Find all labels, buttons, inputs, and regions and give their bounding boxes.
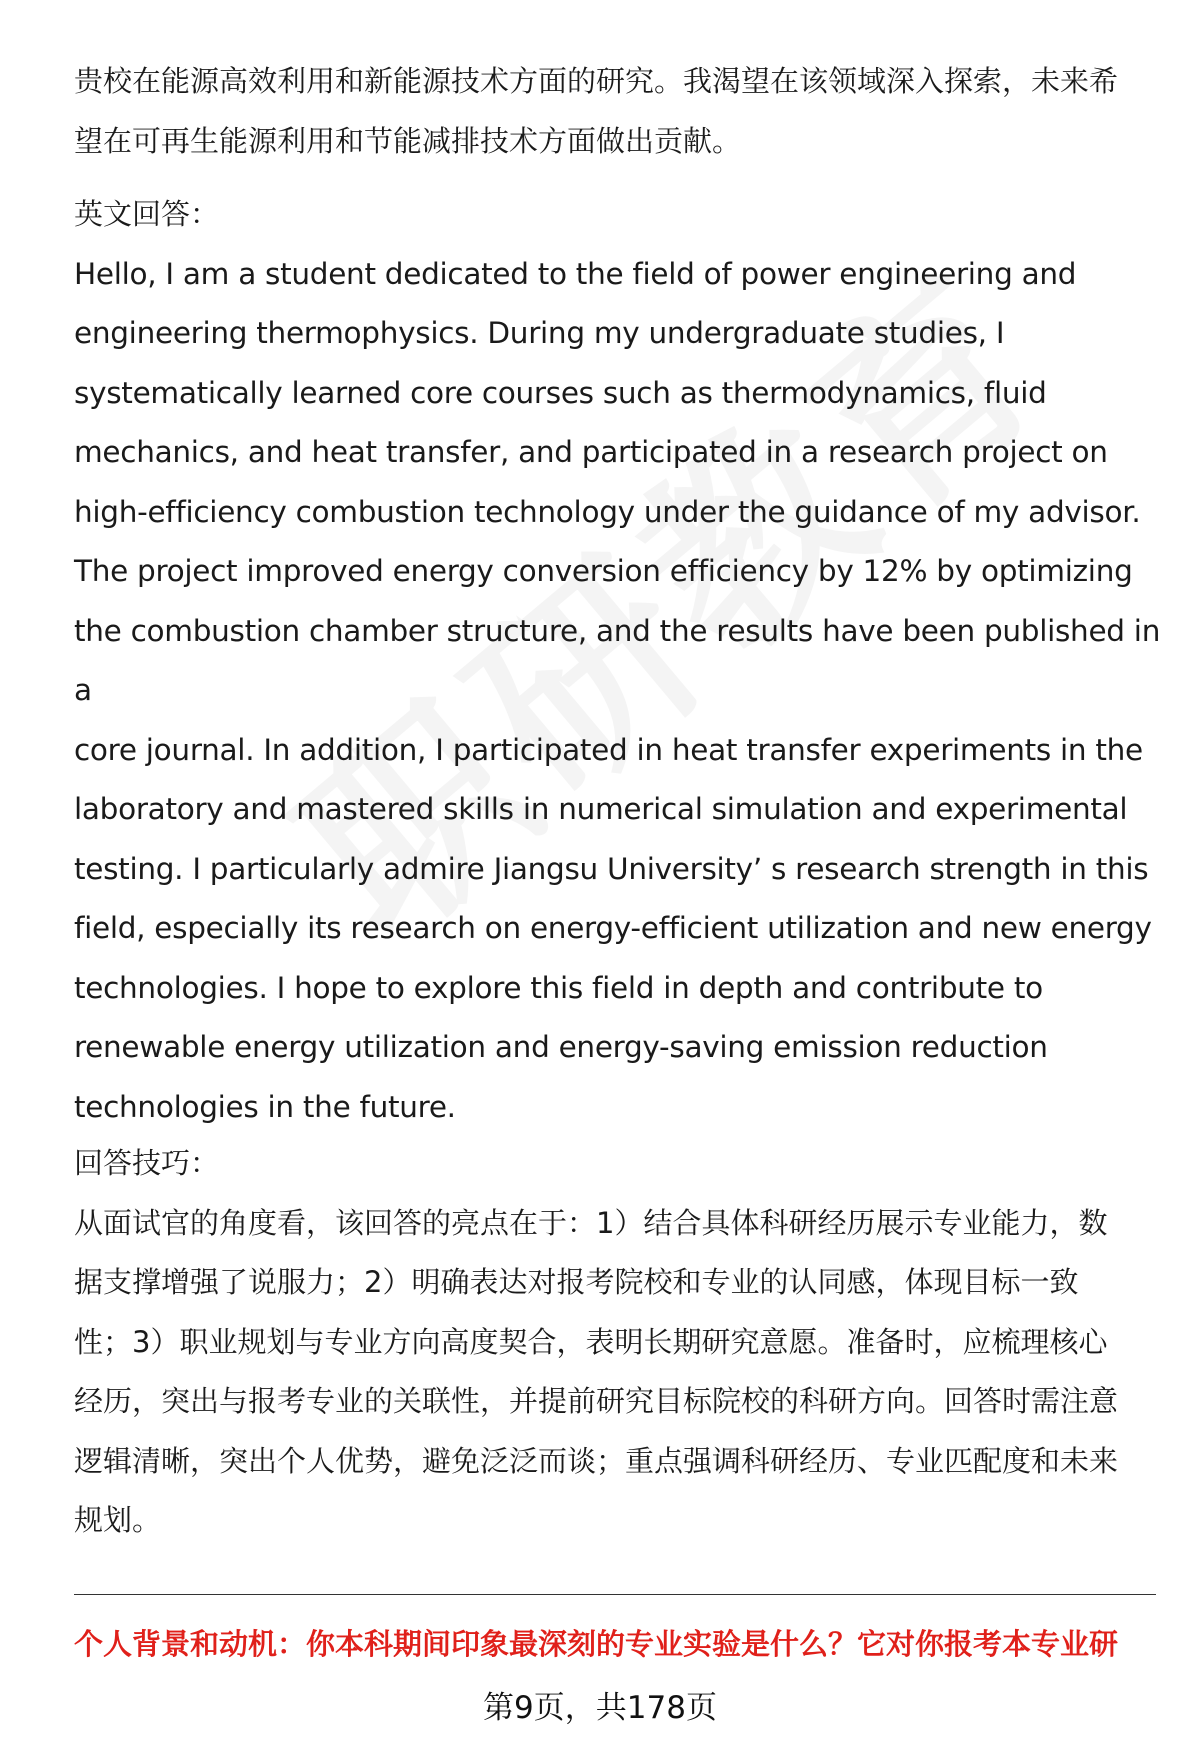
tips-line: 从面试官的角度看，该回答的亮点在于：1）结合具体科研经历展示专业能力，数 bbox=[74, 1205, 1108, 1240]
tips-line: 经历，突出与报考专业的关联性，并提前研究目标院校的科研方向。回答时需注意 bbox=[74, 1384, 1119, 1418]
page-number: 第9页，共178页 bbox=[483, 1690, 717, 1726]
paragraph-line: 望在可再生能源利用和节能减排技术方面做出贡献。 bbox=[74, 123, 742, 158]
english-line: core journal. In addition, I participated in heat transfer experiments in the bbox=[74, 732, 1143, 767]
answer-tips-label: 回答技巧： bbox=[74, 1146, 220, 1180]
english-answer-section bbox=[74, 185, 1164, 1137]
english-line: engineering thermophysics. During my undergraduate studies, I bbox=[74, 316, 1005, 350]
english-line: testing. I particularly admire Jiangsu University’ s research strength in this bbox=[74, 851, 1149, 886]
intro-continuation bbox=[74, 52, 1164, 171]
english-line: the combustion chamber structure, and the results have been published in a bbox=[74, 613, 1161, 707]
english-line: renewable energy utilization and energy-saving emission reduction bbox=[74, 1030, 1048, 1064]
paragraph-line: 贵校在能源高效利用和新能源技术方面的研究。我渴望在该领域深入探索，未来希 bbox=[74, 64, 1119, 98]
tips-line: 逻辑清晰，突出个人优势，避免泛泛而谈；重点强调科研经历、专业匹配度和未来 bbox=[74, 1443, 1119, 1478]
english-line: field, especially its research on energy-efficient utilization and new energy bbox=[74, 911, 1152, 945]
english-line: technologies. I hope to explore this field in depth and contribute to bbox=[74, 970, 1043, 1005]
next-question-heading: 个人背景和动机：你本科期间印象最深刻的专业实验是什么？它对你报考本专业研 bbox=[74, 1627, 1119, 1661]
english-line: technologies in the future. bbox=[74, 1089, 456, 1124]
tips-line: 性；3）职业规划与专业方向高度契合，表明长期研究意愿。准备时，应梳理核心 bbox=[74, 1324, 1108, 1359]
tips-line: 据支撑增强了说服力；2）明确表达对报考院校和专业的认同感，体现目标一致 bbox=[74, 1265, 1079, 1299]
english-line: mechanics, and heat transfer, and participated in a research project on bbox=[74, 435, 1108, 469]
english-answer-label: 英文回答： bbox=[74, 197, 220, 231]
english-line: The project improved energy conversion efficiency by 12% by optimizing bbox=[74, 554, 1133, 588]
english-line: high-efficiency combustion technology under the guidance of my advisor. bbox=[74, 494, 1141, 529]
english-line: laboratory and mastered skills in numerical simulation and experimental bbox=[74, 792, 1128, 826]
english-answer-body bbox=[74, 245, 1164, 1138]
english-line: Hello, I am a student dedicated to the field of power engineering and bbox=[74, 256, 1077, 291]
english-line: systematically learned core courses such as thermodynamics, fluid bbox=[74, 375, 1047, 410]
section-divider bbox=[74, 1594, 1156, 1595]
answer-tips-section bbox=[74, 1134, 1164, 1551]
tips-line: 规划。 bbox=[74, 1503, 162, 1537]
